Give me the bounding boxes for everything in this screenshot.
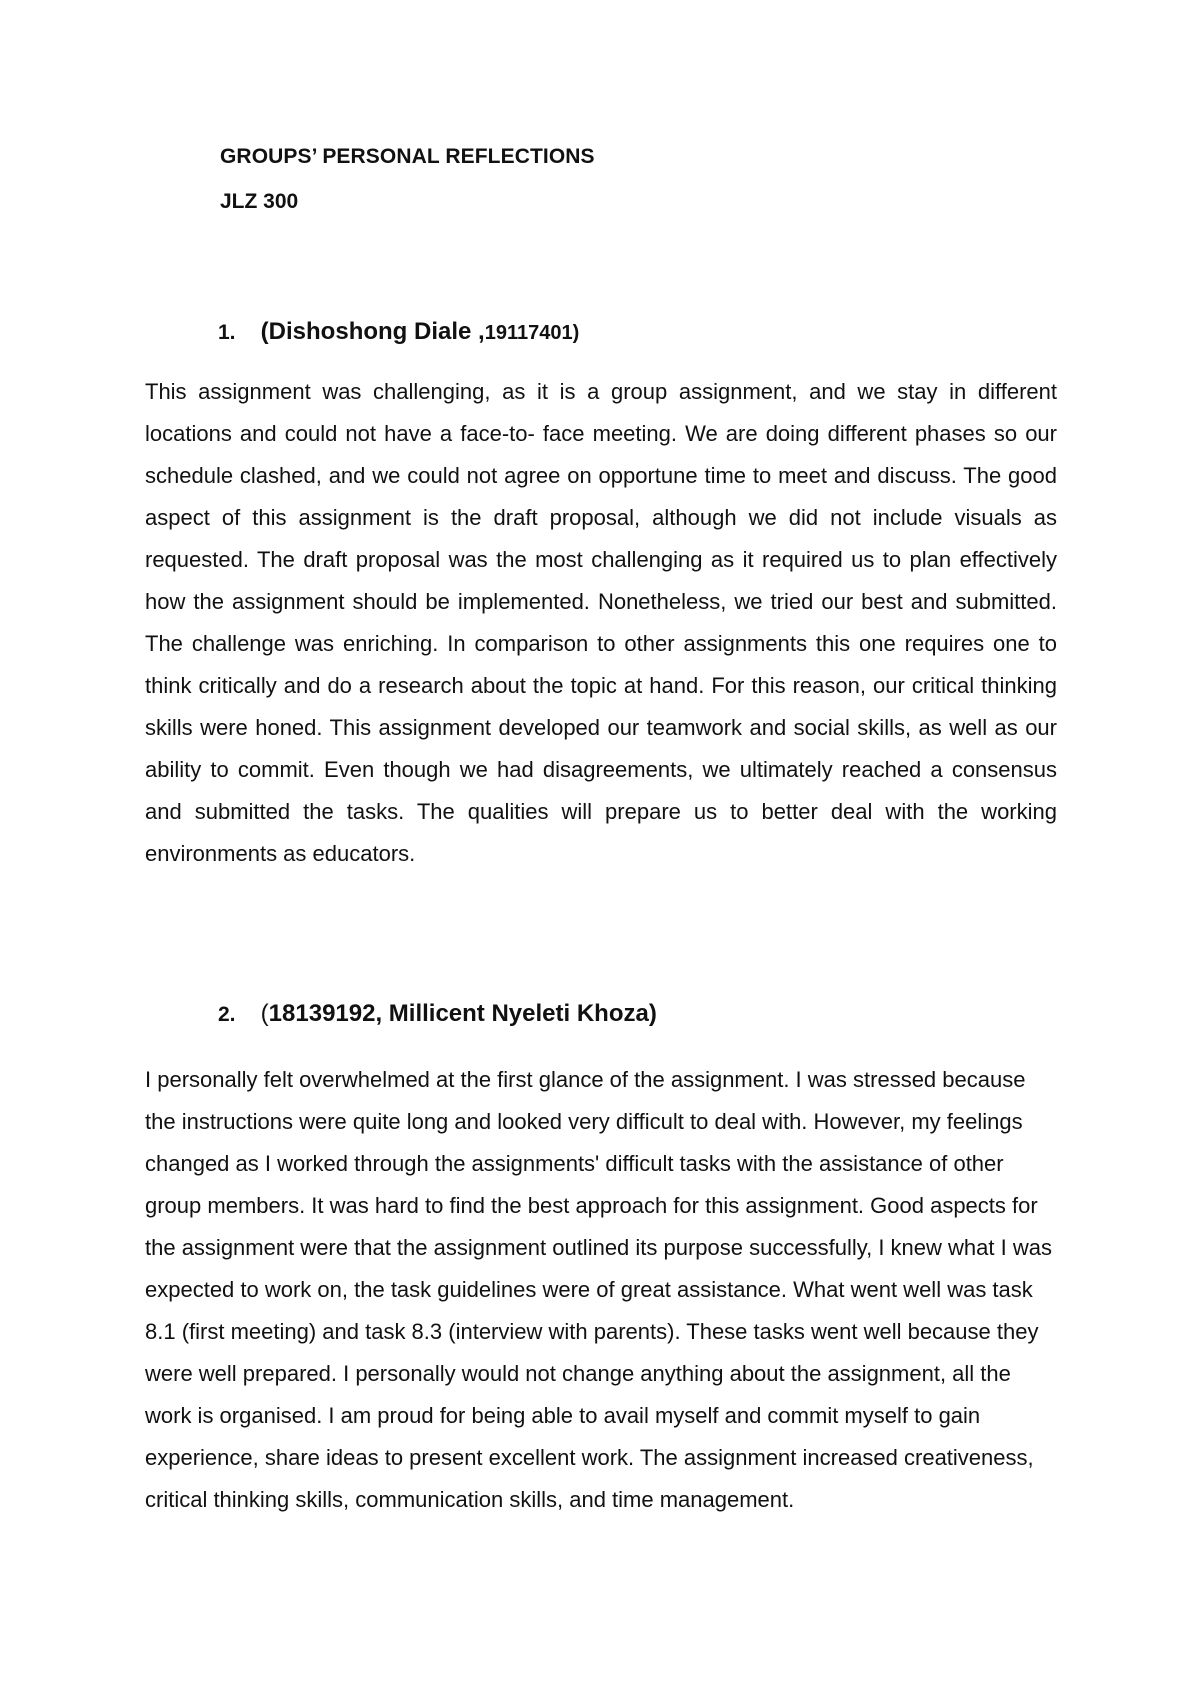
section-heading-1	[218, 318, 579, 346]
section-number: 1.	[218, 321, 236, 344]
reflection-paragraph-1: This assignment was challenging, as it is a group assignment, and we stay in different locations and could not have a face-to- face meeting. We are doing different phases so our schedule clashed, and we could not agree on opportune time to meet and discuss. The good aspect of this assignment is the draft proposal, although we did not include visuals as requested. The draft proposal was the most challenging as it required us to plan effectively how the assignment should be implemented. Nonetheless, we tried our best and submitted. The challenge was enriching. In comparison to other assignments this one requires one to think critically and do a research about the topic at hand. For this reason, our critical thinking skills were honed. This assignment developed our teamwork and social skills, as well as our ability to commit. Even though we had disagreements, we ultimately reached a consensus and submitted the tasks. The qualities will prepare us to better deal with the working environments as educators.	[145, 379, 1057, 866]
student-id: 18139192	[268, 1000, 376, 1027]
document-title: GROUPS’ PERSONAL REFLECTIONS	[220, 145, 595, 168]
section-heading-2	[218, 1000, 657, 1028]
open-paren: (	[260, 318, 269, 345]
student-name: , Millicent Nyeleti Khoza)	[375, 1000, 657, 1027]
section-number: 2.	[218, 1003, 236, 1026]
reflection-paragraph-2: I personally felt overwhelmed at the first glance of the assignment. I was stressed because the instructions were quite long and looked very difficult to deal with. However, my feelings changed as I worked through the assignments' difficult tasks with the assistance of other group members. It was hard to find the best approach for this assignment. Good aspects for the assignment were that the assignment outlined its purpose successfully, I knew what I was expected to work on, the task guidelines were of great assistance. What went well was task 8.1 (first meeting) and task 8.3 (interview with parents). These tasks went well because they were well prepared. I personally would not change anything about the assignment, all the work is organised. I am proud for being able to avail myself and commit myself to gain experience, share ideas to present excellent work. The assignment increased creativeness, critical thinking skills, communication skills, and time management.	[145, 1067, 1052, 1512]
open-paren: (	[260, 1000, 269, 1027]
course-code: JLZ 300	[220, 190, 299, 213]
student-id: 19117401	[484, 322, 573, 344]
student-name: Dishoshong Diale ,	[268, 318, 485, 345]
close-paren: )	[572, 322, 580, 344]
